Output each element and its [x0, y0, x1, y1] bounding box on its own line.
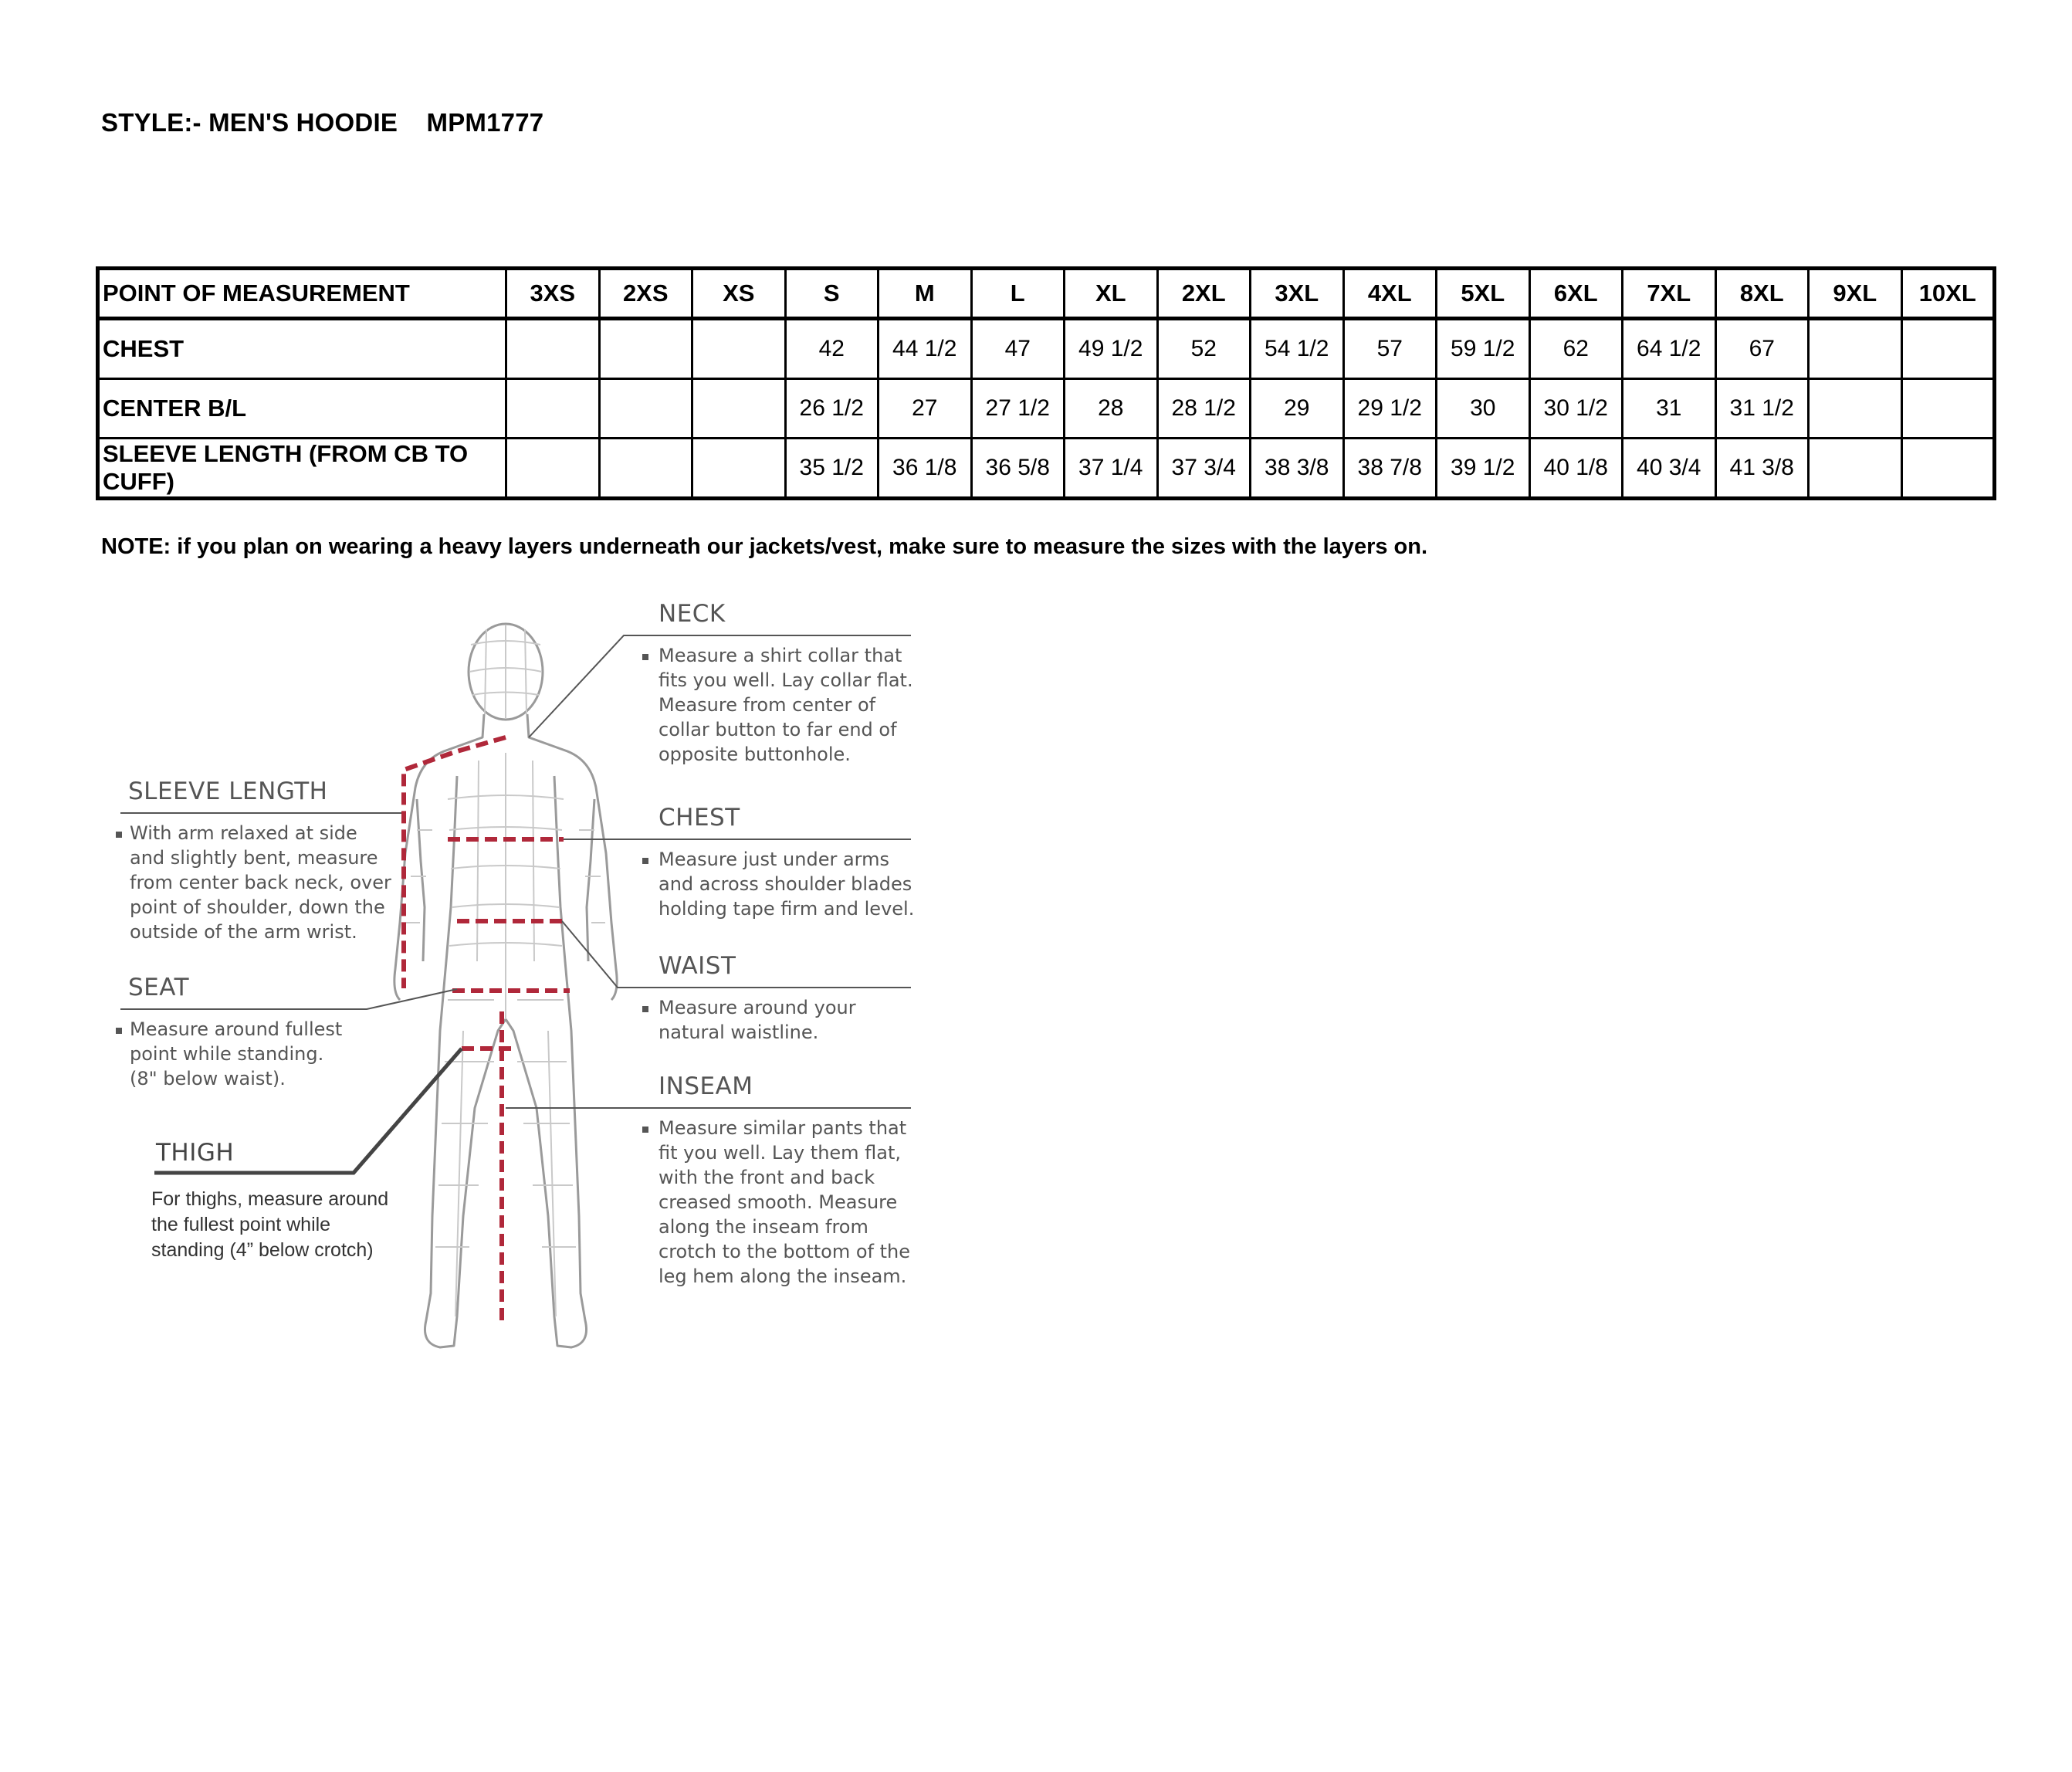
sleeve-length-description: With arm relaxed at side and slightly bent, measure from center back neck, over point of shoulder, down the outside of the arm wrist.	[130, 822, 391, 943]
table-cell	[1809, 379, 1902, 439]
column-header: 3XL	[1251, 269, 1344, 319]
table-cell: 54 1/2	[1251, 319, 1344, 379]
table-cell: 41 3/8	[1715, 439, 1809, 499]
inseam-bullet-icon	[642, 1127, 648, 1133]
table-cell: 27	[879, 379, 972, 439]
column-header: 2XS	[599, 269, 692, 319]
row-label: CHEST	[98, 319, 506, 379]
table-cell: 42	[785, 319, 879, 379]
table-cell: 26 1/2	[785, 379, 879, 439]
table-cell: 29 1/2	[1343, 379, 1437, 439]
inseam-description: Measure similar pants that fit you well. Lay them flat, with the front and back creased smooth. Measure along the inseam from crotch to the bottom of the leg hem along the inseam.	[659, 1117, 910, 1287]
table-cell	[692, 379, 786, 439]
table-cell: 52	[1157, 319, 1251, 379]
table-cell	[506, 439, 600, 499]
table-cell: 44 1/2	[879, 319, 972, 379]
table-cell: 64 1/2	[1623, 319, 1716, 379]
table-row	[98, 379, 1995, 439]
column-header: 9XL	[1809, 269, 1902, 319]
column-header: L	[971, 269, 1065, 319]
table-cell: 30	[1437, 379, 1530, 439]
column-header: M	[879, 269, 972, 319]
table-cell	[506, 379, 600, 439]
table-cell: 29	[1251, 379, 1344, 439]
column-header: 10XL	[1901, 269, 1995, 319]
sleeve-length-bullet-icon	[116, 832, 122, 838]
table-cell: 31 1/2	[1715, 379, 1809, 439]
table-cell: 36 1/8	[879, 439, 972, 499]
table-cell	[692, 319, 786, 379]
seat-label: SEAT	[128, 974, 190, 1001]
column-header: 6XL	[1529, 269, 1623, 319]
table-cell: 62	[1529, 319, 1623, 379]
thigh-label: THIGH	[156, 1139, 235, 1167]
table-cell: 40 1/8	[1529, 439, 1623, 499]
table-cell: 59 1/2	[1437, 319, 1530, 379]
table-cell: 31	[1623, 379, 1716, 439]
waist-description: Measure around your natural waistline.	[659, 997, 856, 1043]
neck-bullet-icon	[642, 654, 648, 660]
table-header-row	[98, 269, 1995, 319]
table-cell	[1901, 379, 1995, 439]
measurement-guide	[108, 598, 926, 1386]
seat-description: Measure around fullest point while standing. (8" below waist).	[130, 1018, 343, 1089]
layering-note: NOTE: if you plan on wearing a heavy layers underneath our jackets/vest, make sure to measure the sizes with the layers on.	[101, 534, 1428, 559]
column-header: 7XL	[1623, 269, 1716, 319]
column-header: XL	[1065, 269, 1158, 319]
waist-label: WAIST	[659, 952, 736, 980]
row-label: SLEEVE LENGTH (FROM CB TO CUFF)	[98, 439, 506, 499]
table-cell: 47	[971, 319, 1065, 379]
table-cell	[1809, 439, 1902, 499]
table-row	[98, 439, 1995, 499]
sleeve-length-label: SLEEVE LENGTH	[128, 778, 328, 805]
table-cell	[1901, 319, 1995, 379]
table-cell: 36 5/8	[971, 439, 1065, 499]
table-cell	[1901, 439, 1995, 499]
seat-bullet-icon	[116, 1028, 122, 1034]
table-cell	[599, 319, 692, 379]
column-header: 4XL	[1343, 269, 1437, 319]
table-cell: 28	[1065, 379, 1158, 439]
table-cell	[599, 439, 692, 499]
chest-bullet-icon	[642, 858, 648, 864]
inseam-label: INSEAM	[659, 1072, 753, 1100]
body-contour-lines	[406, 625, 605, 1316]
column-header: POINT OF MEASUREMENT	[98, 269, 506, 319]
table-cell: 30 1/2	[1529, 379, 1623, 439]
table-cell	[506, 319, 600, 379]
table-cell: 27 1/2	[971, 379, 1065, 439]
table-cell	[1809, 319, 1902, 379]
row-label: CENTER B/L	[98, 379, 506, 439]
neck-label: NECK	[659, 600, 726, 628]
waist-bullet-icon	[642, 1006, 648, 1012]
table-cell: 57	[1343, 319, 1437, 379]
table-cell	[692, 439, 786, 499]
chest-label: CHEST	[659, 804, 740, 832]
table-cell: 40 3/4	[1623, 439, 1716, 499]
column-header: XS	[692, 269, 786, 319]
table-cell	[599, 379, 692, 439]
chest-description: Measure just under arms and across shoulder blades holding tape firm and level.	[659, 849, 915, 920]
column-header: 2XL	[1157, 269, 1251, 319]
neck-description: Measure a shirt collar that fits you well. Lay collar flat. Measure from center of collar button to far end of opposite buttonhole.	[659, 645, 913, 765]
column-header: 8XL	[1715, 269, 1809, 319]
thigh-description: For thighs, measure around the fullest point while standing (4” below crotch)	[151, 1188, 389, 1261]
column-header: 5XL	[1437, 269, 1530, 319]
table-cell: 39 1/2	[1437, 439, 1530, 499]
table-cell: 28 1/2	[1157, 379, 1251, 439]
column-header: S	[785, 269, 879, 319]
measurement-lines	[404, 737, 570, 1324]
table-cell: 37 1/4	[1065, 439, 1158, 499]
table-cell: 49 1/2	[1065, 319, 1158, 379]
table-row	[98, 319, 1995, 379]
style-title: STYLE:- MEN'S HOODIE MPM1777	[101, 108, 544, 137]
table-cell: 38 7/8	[1343, 439, 1437, 499]
column-header: 3XS	[506, 269, 600, 319]
table-cell: 38 3/8	[1251, 439, 1344, 499]
table-cell: 67	[1715, 319, 1809, 379]
size-chart-table	[96, 266, 1996, 500]
table-cell: 35 1/2	[785, 439, 879, 499]
table-cell: 37 3/4	[1157, 439, 1251, 499]
